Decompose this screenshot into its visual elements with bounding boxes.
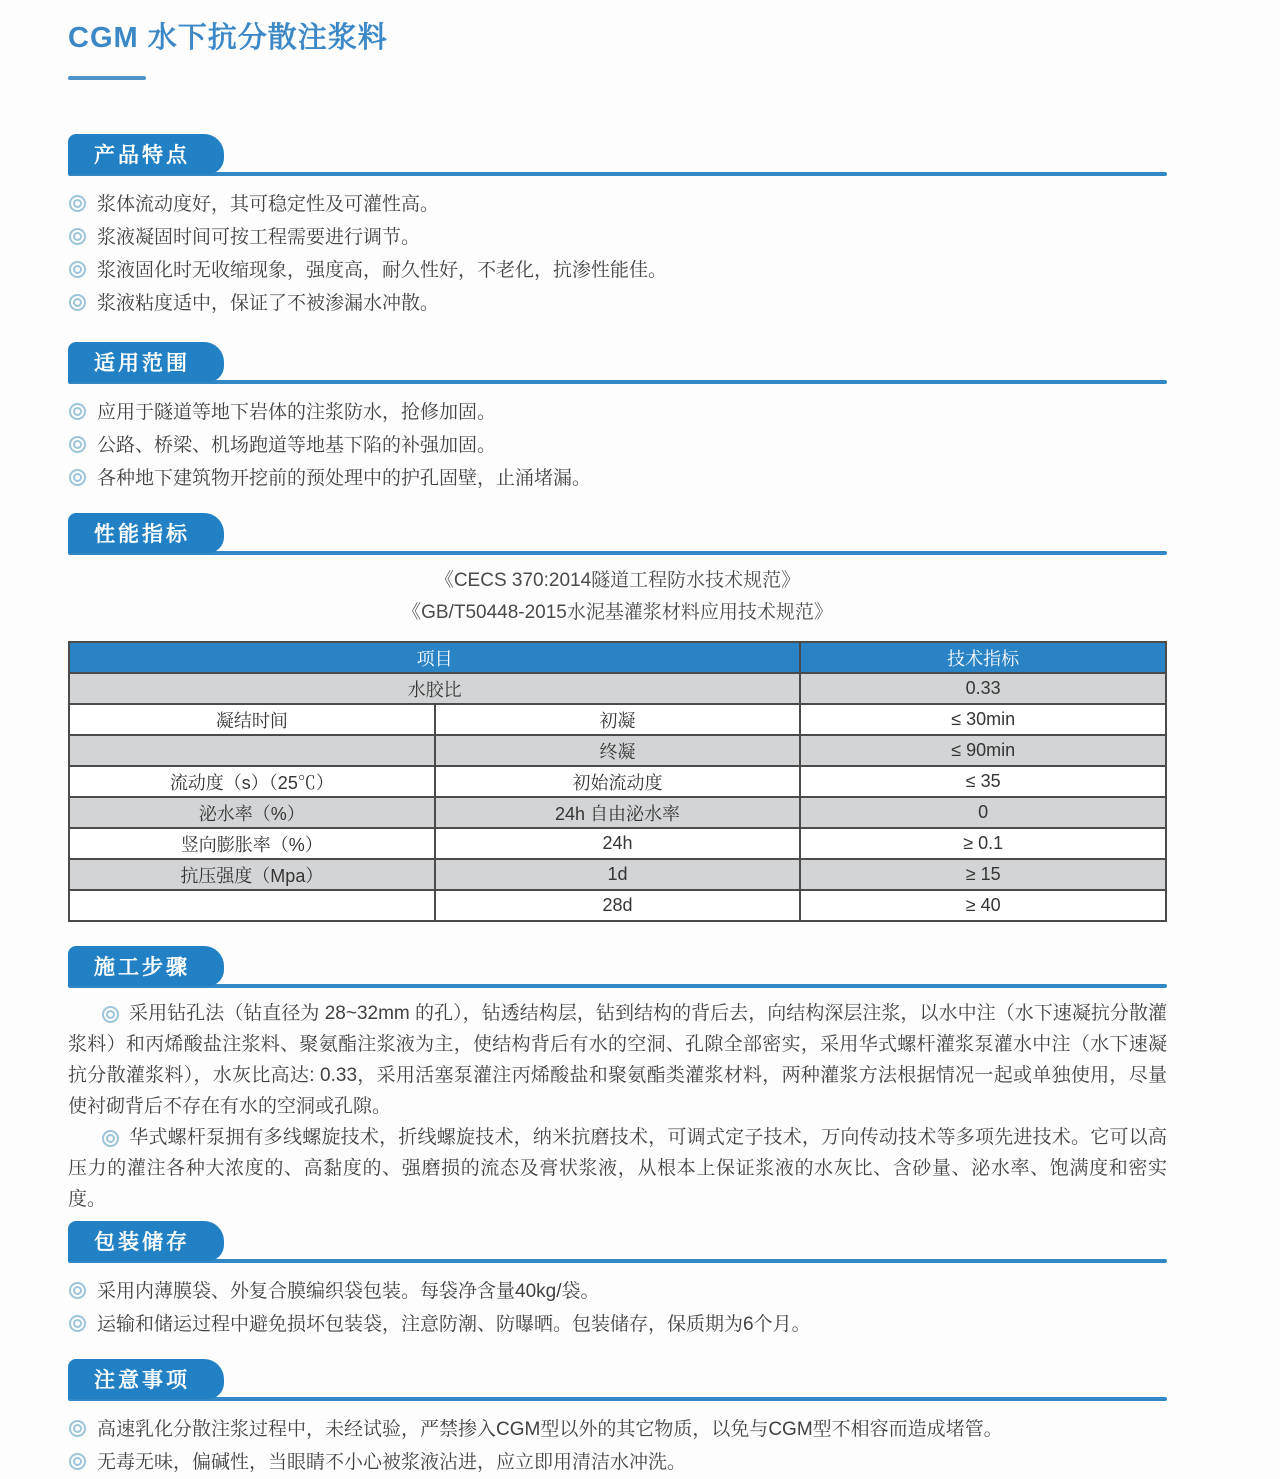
section-badge — [68, 946, 224, 986]
section-rule — [68, 984, 1167, 988]
table-cell: 终凝 — [435, 735, 801, 766]
list-item — [68, 188, 1167, 221]
table-cell — [69, 735, 435, 766]
list-item — [68, 462, 1167, 495]
list-item — [68, 1308, 1167, 1341]
section-header-performance — [68, 513, 1167, 555]
list-item — [68, 287, 1167, 320]
list-item — [68, 429, 1167, 462]
list-item-text: 公路、桥梁、机场跑道等地基下陷的补强加固。 — [97, 435, 497, 456]
paragraph-text: 华式螺杆泵拥有多线螺旋技术，折线螺旋技术，纳米抗磨技术，可调式定子技术，万向传动技术等多项先进技术。它可以高压力的灌注各种大浓度的、高黏度的、强磨损的流态及膏状浆液，从根本上保证浆液的水灰比、含砂量、泌水率、饱满度和密实度。 — [68, 1127, 1167, 1210]
section-title: 适用范围 — [94, 352, 190, 375]
table-cell: 0 — [800, 797, 1166, 828]
table-cell: ≥ 15 — [800, 859, 1166, 890]
list-item-text: 运输和储运过程中避免损坏包装袋，注意防潮、防曝晒。包装储存，保质期为6个月。 — [97, 1314, 811, 1335]
ring-bullet-icon — [69, 1315, 86, 1332]
table-header-cell: 项目 — [69, 642, 800, 673]
section-badge — [68, 1359, 224, 1399]
construction-paragraph — [68, 998, 1167, 1122]
construction-paragraph — [68, 1122, 1167, 1215]
packaging-list — [68, 1275, 1167, 1341]
table-cell: 泌水率（%） — [69, 797, 435, 828]
section-rule — [68, 172, 1167, 176]
table-cell: 0.33 — [800, 673, 1166, 704]
section-title: 包装储存 — [94, 1231, 190, 1254]
section-badge — [68, 134, 224, 174]
list-item-text: 应用于隧道等地下岩体的注浆防水，抢修加固。 — [97, 402, 497, 423]
table-cell — [69, 890, 435, 921]
list-item-text: 浆液粘度适中，保证了不被渗漏水冲散。 — [97, 293, 440, 314]
standard-reference: 《CECS 370:2014隧道工程防水技术规范》 — [434, 570, 801, 591]
section-header-notes — [68, 1359, 1167, 1401]
ring-bullet-icon — [69, 469, 86, 486]
ring-bullet-icon — [69, 1453, 86, 1470]
list-item-text: 高速乳化分散注浆过程中，未经试验，严禁掺入CGM型以外的其它物质，以免与CGM型不相容而造成堵管。 — [97, 1419, 1003, 1440]
ring-bullet-icon — [69, 403, 86, 420]
section-header-features — [68, 134, 1167, 176]
table-cell: 竖向膨胀率（%） — [69, 828, 435, 859]
section-badge — [68, 1221, 224, 1261]
table-cell: ≤ 30min — [800, 704, 1166, 735]
table-cell: 24h — [435, 828, 801, 859]
ring-bullet-icon — [102, 1006, 119, 1023]
section-rule — [68, 380, 1167, 384]
standard-reference: 《GB/T50448-2015水泥基灌浆材料应用技术规范》 — [402, 602, 833, 623]
section-title: 注意事项 — [94, 1369, 190, 1392]
table-cell: ≥ 0.1 — [800, 828, 1166, 859]
performance-table — [68, 641, 1167, 922]
table-row — [69, 890, 1166, 921]
table-row — [69, 735, 1166, 766]
section-header-packaging — [68, 1221, 1167, 1263]
section-title: 性能指标 — [94, 523, 190, 546]
section-title: 施工步骤 — [94, 956, 190, 979]
table-row — [69, 797, 1166, 828]
table-cell: 流动度（s）（25℃） — [69, 766, 435, 797]
ring-bullet-icon — [69, 294, 86, 311]
list-item-text: 采用内薄膜袋、外复合膜编织袋包装。每袋净含量40kg/袋。 — [97, 1281, 600, 1302]
section-rule — [68, 1397, 1167, 1401]
list-item — [68, 1413, 1167, 1446]
ring-bullet-icon — [69, 1282, 86, 1299]
list-item — [68, 396, 1167, 429]
list-item-text: 浆液固化时无收缩现象，强度高，耐久性好，不老化，抗渗性能佳。 — [97, 260, 668, 281]
scope-list — [68, 396, 1167, 495]
table-row — [69, 673, 1166, 704]
page-title: CGM 水下抗分散注浆料 — [68, 22, 388, 54]
title-underline — [68, 76, 146, 80]
table-row — [69, 766, 1166, 797]
ring-bullet-icon — [69, 1420, 86, 1437]
section-title: 产品特点 — [94, 144, 190, 167]
ring-bullet-icon — [69, 228, 86, 245]
ring-bullet-icon — [69, 436, 86, 453]
section-rule — [68, 551, 1167, 555]
list-item — [68, 1275, 1167, 1308]
table-cell: 24h 自由泌水率 — [435, 797, 801, 828]
list-item — [68, 1446, 1167, 1479]
notes-list — [68, 1413, 1167, 1479]
table-header-row — [69, 642, 1166, 673]
ring-bullet-icon — [69, 261, 86, 278]
section-rule — [68, 1259, 1167, 1263]
paragraph-text: 采用钻孔法（钻直径为 28~32mm 的孔），钻透结构层，钻到结构的背后去，向结构深层注浆，以水中注（水下速凝抗分散灌浆料）和丙烯酸盐注浆料、聚氨酯注浆液为主，使结构背后有水的空洞、孔隙全部密实，采用华式螺杆灌浆泵灌水中注（水下速凝抗分散灌浆料），水灰比高达: 0.33，采用活塞泵灌注丙烯酸盐和聚氨酯类灌浆材料，两种灌浆方法根据情况一起或单独使用，尽量使衬砌背后不存在有水的空洞或孔隙。 — [68, 1003, 1167, 1117]
table-cell: 抗压强度（Mpa） — [69, 859, 435, 890]
table-row — [69, 859, 1166, 890]
section-header-construction — [68, 946, 1167, 988]
table-row — [69, 704, 1166, 735]
table-cell: 初凝 — [435, 704, 801, 735]
list-item-text: 浆体流动度好，其可稳定性及可灌性高。 — [97, 194, 440, 215]
section-header-scope — [68, 342, 1167, 384]
table-cell: ≤ 35 — [800, 766, 1166, 797]
list-item-text: 各种地下建筑物开挖前的预处理中的护孔固壁，止涌堵漏。 — [97, 468, 592, 489]
section-badge — [68, 342, 224, 382]
table-cell: 水胶比 — [69, 673, 800, 704]
construction-paragraphs — [68, 998, 1167, 1215]
table-header-cell: 技术指标 — [800, 642, 1166, 673]
list-item-text: 浆液凝固时间可按工程需要进行调节。 — [97, 227, 421, 248]
ring-bullet-icon — [69, 195, 86, 212]
list-item — [68, 254, 1167, 287]
table-cell: ≤ 90min — [800, 735, 1166, 766]
section-badge — [68, 513, 224, 553]
table-cell: 1d — [435, 859, 801, 890]
table-cell: 初始流动度 — [435, 766, 801, 797]
table-cell: 凝结时间 — [69, 704, 435, 735]
table-row — [69, 828, 1166, 859]
ring-bullet-icon — [102, 1130, 119, 1147]
table-cell: ≥ 40 — [800, 890, 1166, 921]
list-item — [68, 221, 1167, 254]
standards-references — [68, 565, 1167, 629]
table-cell: 28d — [435, 890, 801, 921]
features-list — [68, 188, 1167, 320]
list-item-text: 无毒无味，偏碱性，当眼睛不小心被浆液沾进，应立即用清洁水冲洗。 — [97, 1452, 687, 1473]
